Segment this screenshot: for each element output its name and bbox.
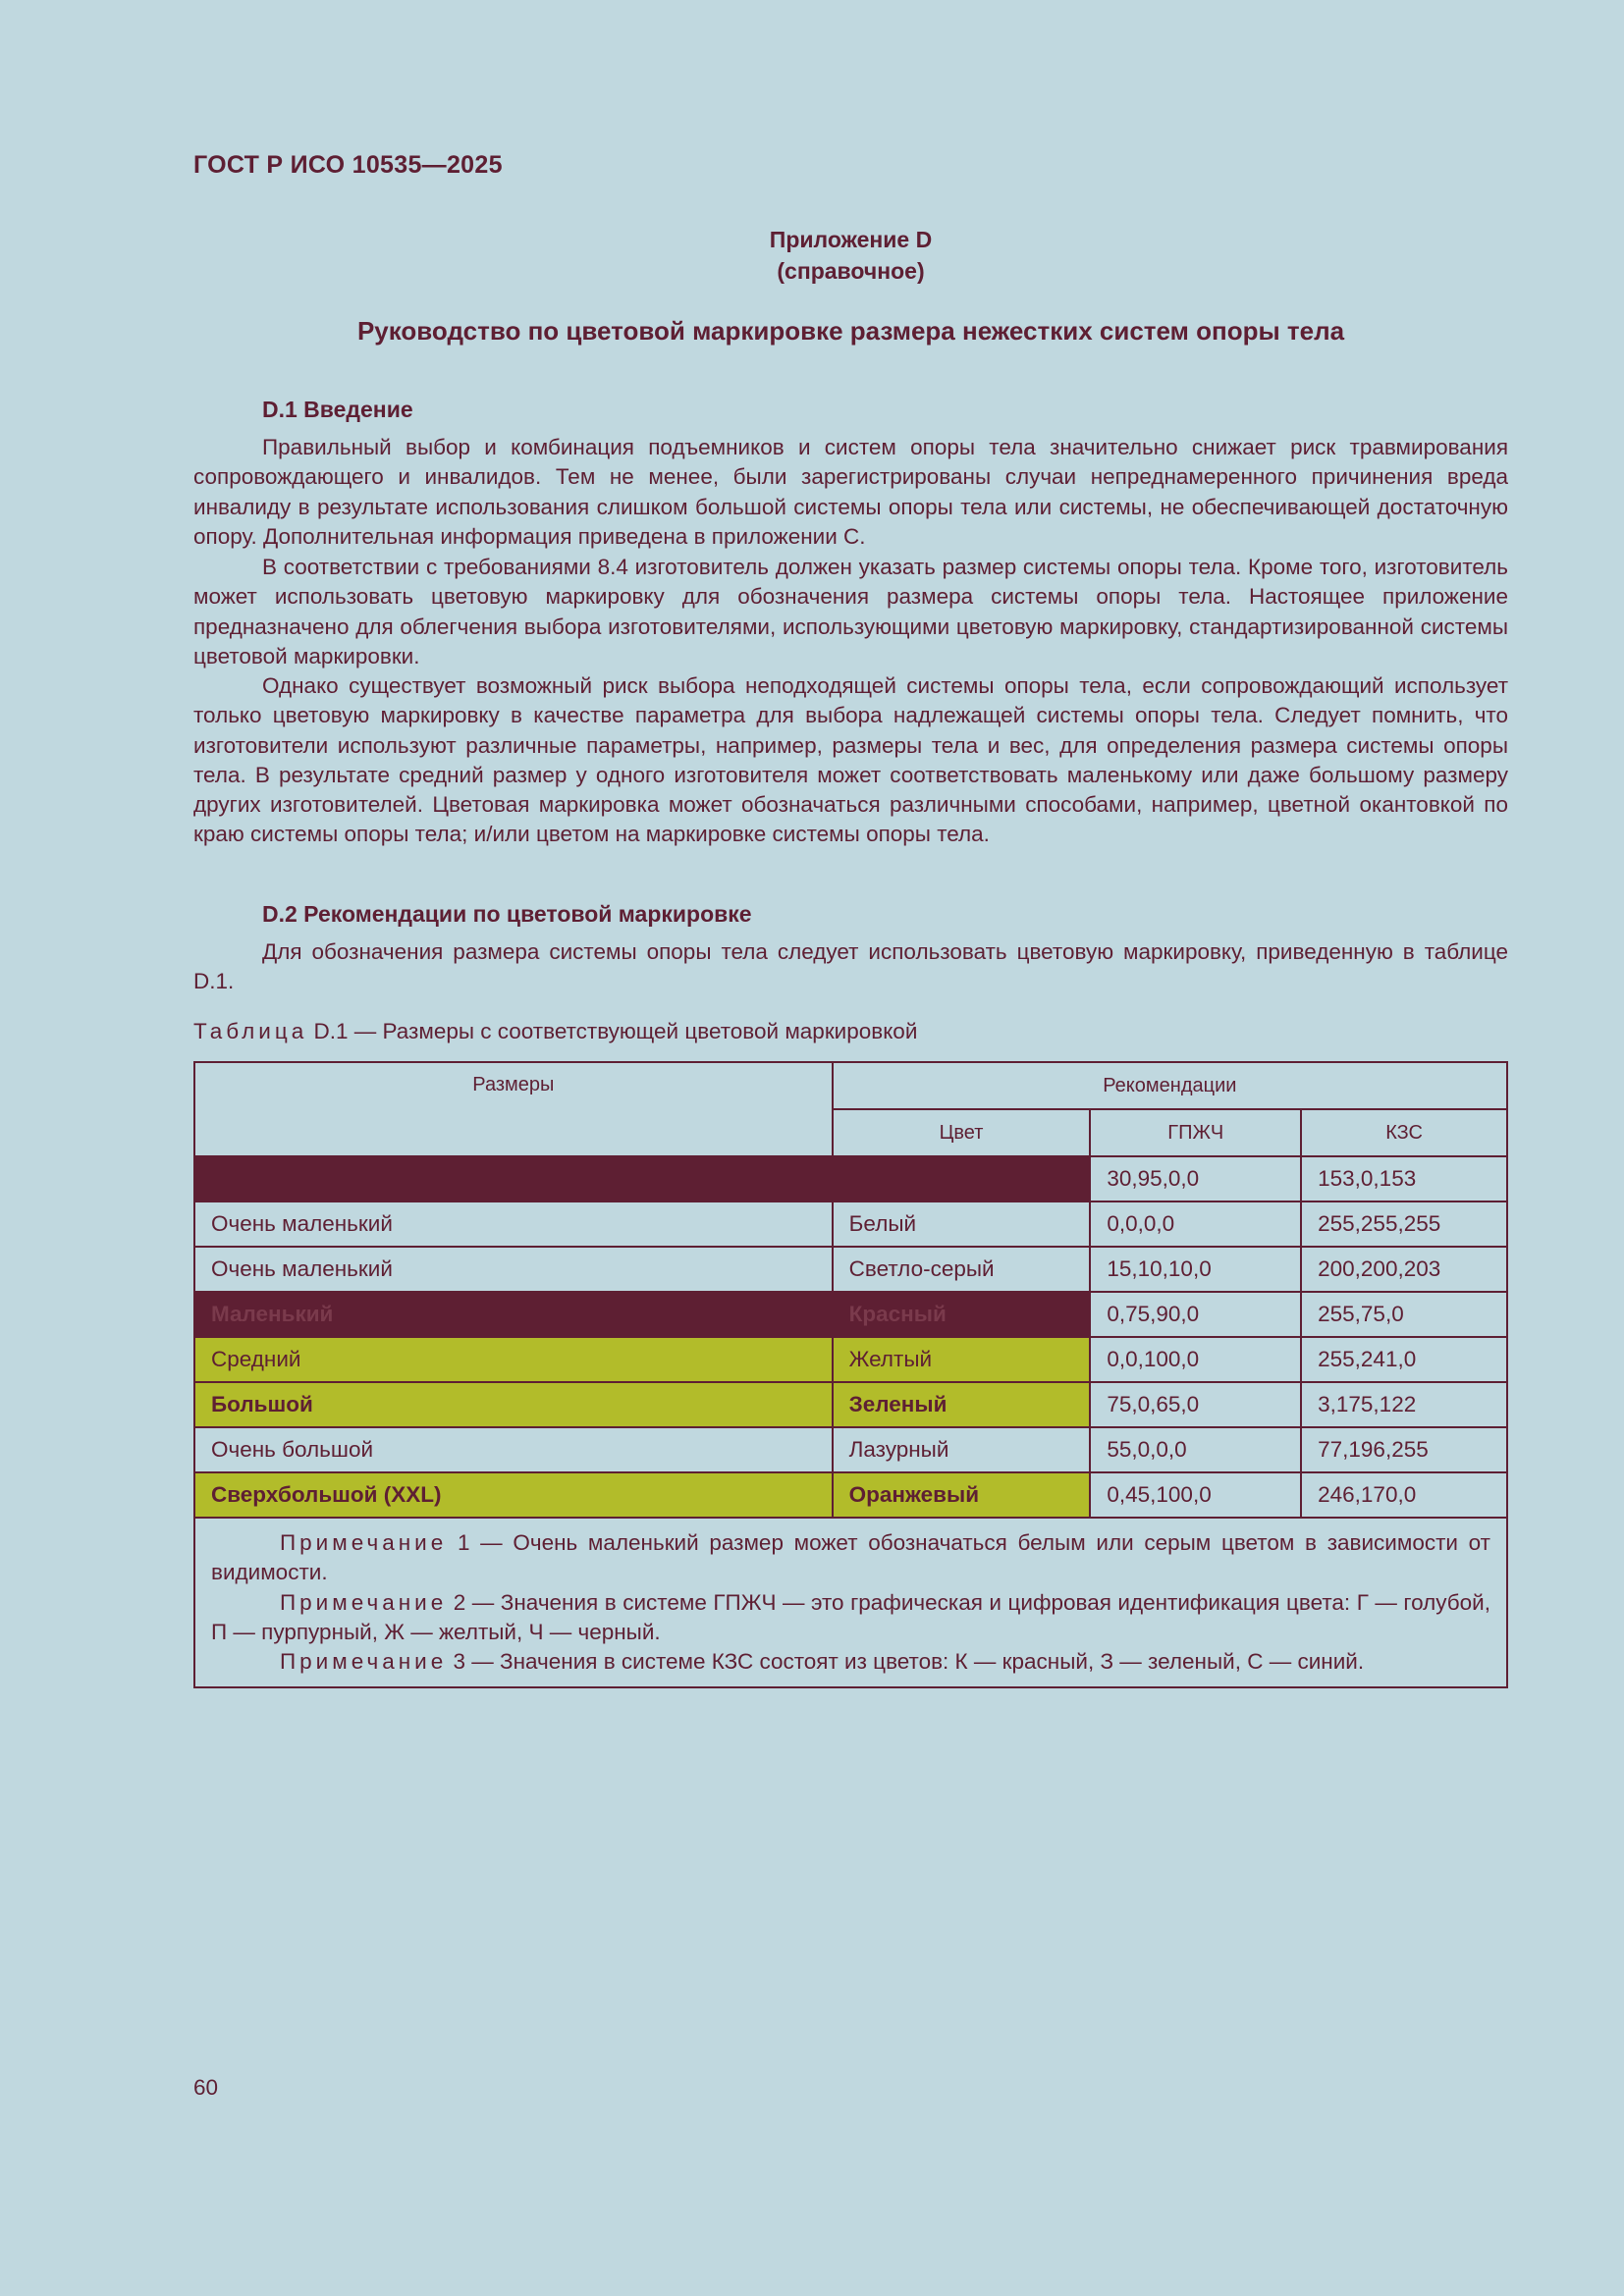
table-caption-word: Таблица: [193, 1019, 308, 1043]
paragraph: Правильный выбор и комбинация подъемников и систем опоры тела значительно снижает риск травмирования сопровождающего и инвалидов. Тем не менее, были зарегистрированы случаи непреднамеренного причинения вреда инвалиду в результате использования слишком большой системы опоры тела или системы, не обеспечивающей достаточную опору. Дополнительная информация приведена в приложении C.: [193, 435, 1508, 549]
kzs-cell: 3,175,122: [1301, 1382, 1507, 1427]
table-notes-row: [194, 1518, 1507, 1687]
table-row: [194, 1472, 1507, 1518]
kzs-cell: 255,255,255: [1301, 1201, 1507, 1247]
kzs-cell: 153,0,153: [1301, 1156, 1507, 1201]
color-cell: Оранжевый: [833, 1472, 1091, 1518]
section-d2-heading: D.2 Рекомендации по цветовой маркировке: [262, 901, 752, 927]
kzs-cell: 255,75,0: [1301, 1292, 1507, 1337]
page-number: 60: [193, 2075, 219, 2100]
color-cell: Лазурный: [833, 1427, 1091, 1472]
note-text: 1 — Очень маленький размер может обозначаться белым или серым цветом в зависимости от видимости.: [211, 1530, 1490, 1585]
gpzh-cell: 75,0,65,0: [1090, 1382, 1301, 1427]
note-label: Примечание: [280, 1530, 448, 1555]
header-color: Цвет: [833, 1109, 1091, 1156]
size-cell: Очень маленький: [194, 1247, 833, 1292]
size-cell: Сверхбольшой (XXL): [194, 1472, 833, 1518]
note-label: Примечание: [280, 1649, 448, 1675]
table-row: [194, 1337, 1507, 1382]
table-row: [194, 1247, 1507, 1292]
color-cell: Зеленый: [833, 1382, 1091, 1427]
table-caption: [193, 1019, 917, 1044]
kzs-cell: 200,200,203: [1301, 1247, 1507, 1292]
note-label: Примечание: [280, 1589, 448, 1615]
table-row: [194, 1201, 1507, 1247]
note-text: 2 — Значения в системе ГПЖЧ — это графическая и цифровая идентификация цвета: Г — голубой, П — пурпурный, Ж — желтый, Ч — черный.: [211, 1589, 1490, 1644]
size-color-table: [193, 1061, 1508, 1688]
note-text: 3 — Значения в системе КЗС состоят из цветов: К — красный, З — зеленый, С — синий.: [453, 1649, 1365, 1675]
header-kzs: КЗС: [1301, 1109, 1507, 1156]
gpzh-cell: 55,0,0,0: [1090, 1427, 1301, 1472]
gpzh-cell: 30,95,0,0: [1090, 1156, 1301, 1201]
table-caption-text: D.1 — Размеры с соответствующей цветовой маркировкой: [313, 1019, 918, 1043]
size-cell: Очень большой: [194, 1427, 833, 1472]
table-row: [194, 1156, 1507, 1201]
size-cell: Большой: [194, 1382, 833, 1427]
table-row: [194, 1292, 1507, 1337]
table-note: [211, 1528, 1490, 1588]
header-sizes: Размеры: [194, 1062, 833, 1156]
size-cell: Маленький: [194, 1292, 833, 1337]
annex-heading: [193, 224, 1508, 287]
header-gpzh: ГПЖЧ: [1090, 1109, 1301, 1156]
gpzh-cell: 0,0,0,0: [1090, 1201, 1301, 1247]
gpzh-cell: 15,10,10,0: [1090, 1247, 1301, 1292]
table-row: [194, 1427, 1507, 1472]
color-cell: Светло-серый: [833, 1247, 1091, 1292]
gpzh-cell: 0,75,90,0: [1090, 1292, 1301, 1337]
notes-cell: [194, 1518, 1507, 1687]
color-cell: Белый: [833, 1201, 1091, 1247]
header-recommendations: Рекомендации: [833, 1062, 1507, 1109]
table-note: [211, 1588, 1490, 1648]
paragraph: Однако существует возможный риск выбора неподходящей системы опоры тела, если сопровождающий использует только цветовую маркировку в качестве параметра для выбора надлежащей системы опоры тела. Следует помнить, что изготовители используют различные параметры, например, размеры тела и вес, для определения размера системы опоры тела. В результате средний размер у одного изготовителя может соответствовать маленькому или даже большому размеру других изготовителей. Цветовая маркировка может обозначаться различными способами, например, цветной окантовкой по краю системы опоры тела; и/или цветом на маркировке системы опоры тела.: [193, 673, 1508, 847]
color-cell: Желтый: [833, 1337, 1091, 1382]
size-cell: Средний: [194, 1337, 833, 1382]
table-note: [211, 1647, 1490, 1677]
table-header-row: [194, 1062, 1507, 1109]
annex-label: Приложение D: [769, 227, 933, 252]
size-cell: Очень маленький: [194, 1201, 833, 1247]
color-cell: Красный: [833, 1292, 1091, 1337]
gpzh-cell: 0,0,100,0: [1090, 1337, 1301, 1382]
annex-title: Руководство по цветовой маркировке размера нежестких систем опоры тела: [356, 316, 1345, 346]
size-cell: [194, 1156, 1090, 1201]
kzs-cell: 255,241,0: [1301, 1337, 1507, 1382]
kzs-cell: 246,170,0: [1301, 1472, 1507, 1518]
kzs-cell: 77,196,255: [1301, 1427, 1507, 1472]
standard-number: ГОСТ Р ИСО 10535—2025: [193, 151, 503, 179]
section-d1-heading: D.1 Введение: [262, 397, 413, 422]
paragraph: Для обозначения размера системы опоры тела следует использовать цветовую маркировку, приведенную в таблице D.1.: [193, 939, 1508, 994]
paragraph: В соответствии с требованиями 8.4 изготовитель должен указать размер системы опоры тела. Кроме того, изготовитель может использовать цветовую маркировку для обозначения размера системы опоры тела. Настоящее приложение предназначено для облегчения выбора изготовителями, использующими цветовую маркировку, стандартизированной системы цветовой маркировки.: [193, 555, 1508, 668]
annex-type: (справочное): [777, 258, 925, 284]
gpzh-cell: 0,45,100,0: [1090, 1472, 1301, 1518]
table-row: [194, 1382, 1507, 1427]
